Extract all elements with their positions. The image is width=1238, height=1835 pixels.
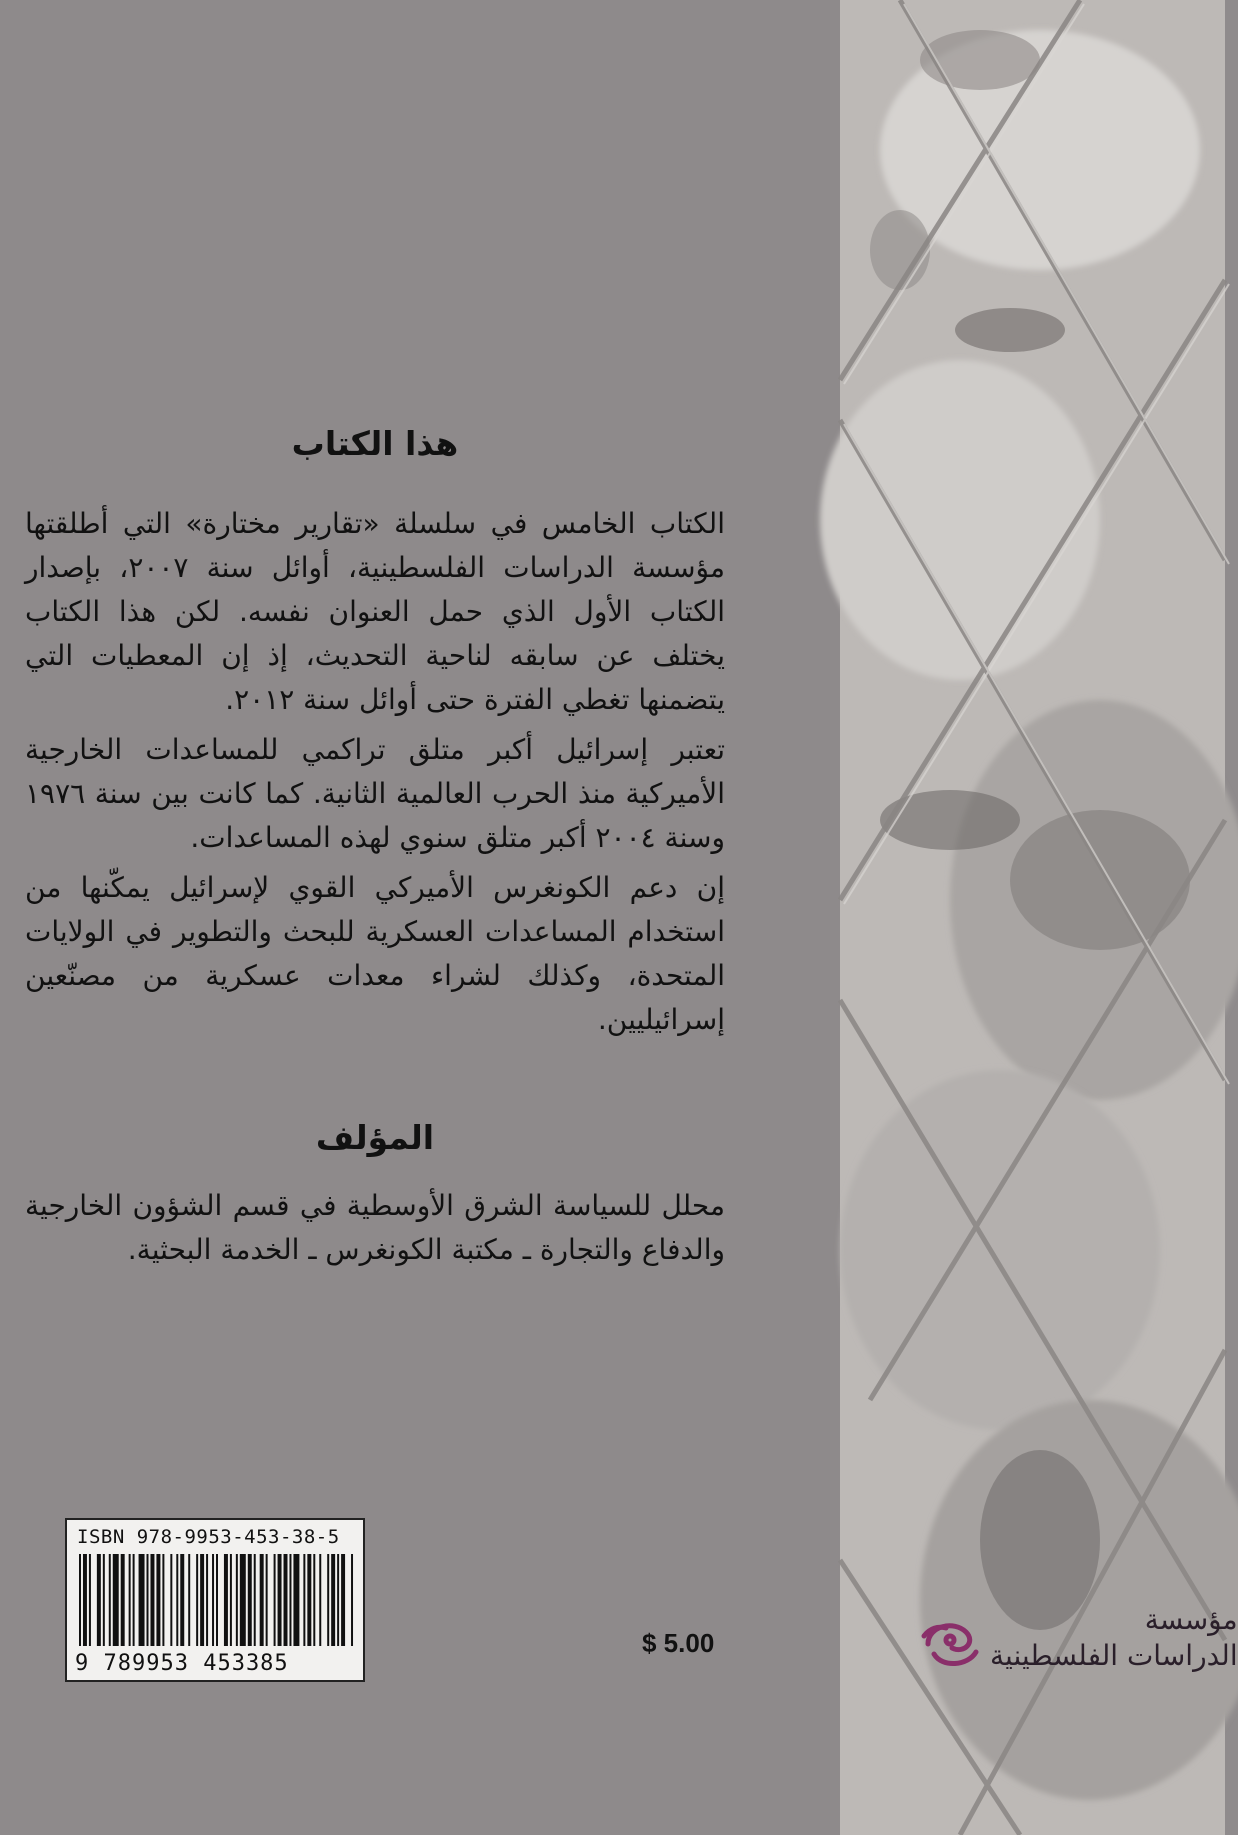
- barcode-bar: [313, 1554, 315, 1646]
- publisher-mark: [920, 1600, 1238, 1690]
- barcode-bar: [337, 1554, 339, 1646]
- barcode-digits: 9 789953 453385: [75, 1651, 289, 1676]
- barcode-bar: [248, 1554, 252, 1646]
- barcode-bar: [284, 1554, 288, 1646]
- barcode-bar: [200, 1554, 204, 1646]
- barcode-bar: [266, 1554, 268, 1646]
- barcode-bar: [147, 1554, 149, 1646]
- barcode-bar: [327, 1554, 329, 1646]
- chain-link-fence-photo: [840, 0, 1225, 1835]
- cover-photo-strip: [840, 0, 1225, 1835]
- barcode-bar: [254, 1554, 256, 1646]
- barcode-bar: [224, 1554, 228, 1646]
- barcode-bar: [133, 1554, 135, 1646]
- publisher-name-line2: الدراسات الفلسطينية: [990, 1639, 1238, 1672]
- publisher-name-line1: مؤسسة: [1144, 1603, 1238, 1636]
- barcode-bar: [176, 1554, 178, 1646]
- barcode-bar: [216, 1554, 218, 1646]
- barcode-bar: [79, 1554, 81, 1646]
- barcode-bar: [230, 1554, 232, 1646]
- barcode-bar: [319, 1554, 321, 1646]
- barcode-bar: [156, 1554, 160, 1646]
- publisher-logo-icon: [920, 1614, 984, 1674]
- barcode-bar: [289, 1554, 291, 1646]
- barcode-bar: [170, 1554, 172, 1646]
- barcode-bar: [260, 1554, 264, 1646]
- isbn-barcode: [65, 1518, 365, 1682]
- barcode-bar: [351, 1554, 353, 1646]
- barcode-bar: [303, 1554, 305, 1646]
- barcode-bar: [196, 1554, 198, 1646]
- book-paragraph-1: الكتاب الخامس في سلسلة «تقارير مختارة» التي أطلقتها مؤسسة الدراسات الفلسطينية، أوائل سنة ٢٠٠٧، بإصدار الكتاب الأول الذي حمل العنوان نفسه. لكن هذا الكتاب يختلف عن سابقه لناحية التحديث، إذ إن المعطيات التي يتضمنها تغطي الفترة حتى أوائل سنة ٢٠١٢.: [25, 507, 725, 716]
- barcode-bar: [121, 1554, 125, 1646]
- barcode-bar: [331, 1554, 335, 1646]
- book-paragraph-2: تعتبر إسرائيل أكبر متلق تراكمي للمساعدات الخارجية الأميركية منذ الحرب العالمية الثانية. كما كانت بين سنة ١٩٧٦ وسنة ٢٠٠٤ أكبر متلق سنوي لهذه المساعدات.: [25, 733, 725, 854]
- barcode-bar: [83, 1554, 87, 1646]
- barcode-bars: [79, 1554, 355, 1646]
- barcode-bar: [97, 1554, 101, 1646]
- barcode-bar: [206, 1554, 208, 1646]
- barcode-bar: [109, 1554, 111, 1646]
- barcode-bar: [180, 1554, 184, 1646]
- barcode-bar: [278, 1554, 282, 1646]
- about-book-heading: هذا الكتاب: [291, 424, 459, 463]
- author-paragraph: محلل للسياسة الشرق الأوسطية في قسم الشؤون الخارجية والدفاع والتجارة ـ مكتبة الكونغرس ـ الخدمة البحثية.: [25, 1189, 725, 1266]
- barcode-bar: [129, 1554, 131, 1646]
- isbn-label: ISBN 978-9953-453-38-5: [77, 1526, 340, 1548]
- about-book-text: [25, 502, 725, 1042]
- barcode-bar: [212, 1554, 214, 1646]
- barcode-bar: [103, 1554, 105, 1646]
- barcode-bar: [162, 1554, 164, 1646]
- barcode-bar: [236, 1554, 238, 1646]
- barcode-bar: [188, 1554, 190, 1646]
- author-text: [25, 1184, 725, 1272]
- publisher-name: [990, 1602, 1238, 1674]
- barcode-bar: [307, 1554, 311, 1646]
- barcode-bar: [274, 1554, 276, 1646]
- barcode-bar: [341, 1554, 345, 1646]
- book-paragraph-3: إن دعم الكونغرس الأميركي القوي لإسرائيل يمكّنها من استخدام المساعدات العسكرية للبحث والتطوير في الولايات المتحدة، وكذلك لشراء معدات عسكرية من مصنّعين إسرائيليين.: [25, 871, 725, 1036]
- barcode-bar: [113, 1554, 119, 1646]
- author-heading: المؤلف: [315, 1118, 435, 1157]
- barcode-bar: [240, 1554, 246, 1646]
- barcode-bar: [139, 1554, 145, 1646]
- barcode-bar: [89, 1554, 91, 1646]
- barcode-bar: [150, 1554, 154, 1646]
- barcode-bar: [293, 1554, 299, 1646]
- price-label: $ 5.00: [642, 1628, 715, 1658]
